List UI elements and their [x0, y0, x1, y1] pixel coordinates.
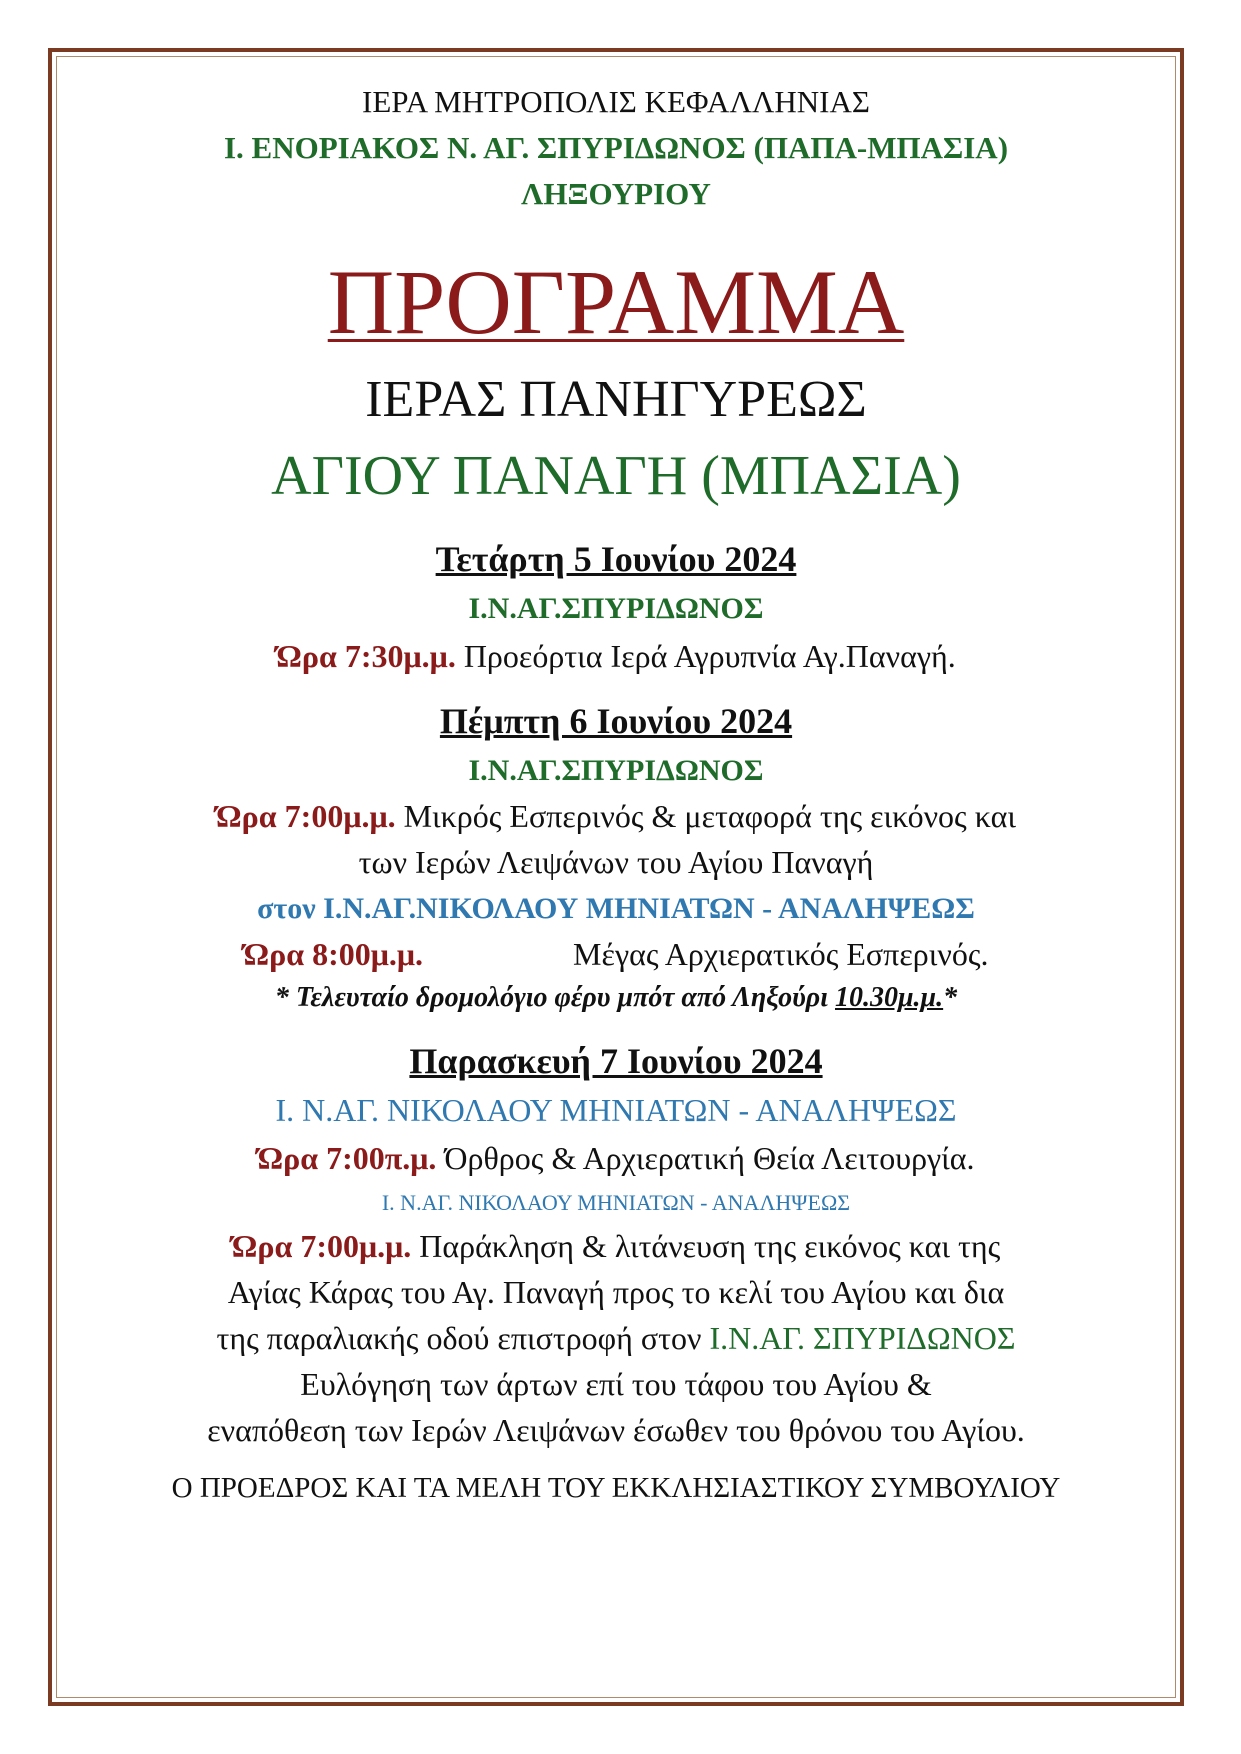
day2-event1-b: των Ιερών Λειψάνων του Αγίου Παναγή — [358, 844, 874, 880]
day3-time2: Ώρα 7:00μ.μ. — [231, 1228, 412, 1264]
day2-church: Ι.Ν.ΑΓ.ΣΠΥΡΙΔΩΝΟΣ — [468, 754, 764, 787]
ferry-note-a: * Τελευταίο δρομολόγιο φέρυ μπότ από Ληξούρι — [274, 982, 835, 1013]
day2-event2: Μέγας Αρχιερατικός Εσπερινός. — [573, 936, 989, 972]
day3-event1-row — [58, 1140, 1174, 1177]
council-signature: Ο ΠΡΟΕΔΡΟΣ ΚΑΙ ΤΑ ΜΕΛΗ ΤΟΥ ΕΚΚΛΗΣΙΑΣΤΙΚΟΥ ΣΥΜΒΟΥΛΙΟΥ — [171, 1472, 1061, 1504]
day3-church: Ι. Ν.ΑΓ. ΝΙΚΟΛΑΟΥ ΜΗΝΙΑΤΩΝ - ΑΝΑΛΗΨΕΩΣ — [275, 1092, 957, 1128]
program-title — [58, 252, 1174, 353]
program-title-text: ΠΡΟΓΡΑΜΜΑ — [327, 251, 905, 353]
day3-event2-a: Παράκληση & λιτάνευση της εικόνος και της — [411, 1228, 1001, 1264]
day3-event2-c: της παραλιακής οδού επιστροφή στον — [216, 1320, 710, 1356]
day2-church2: στον Ι.Ν.ΑΓ.ΝΙΚΟΛΑΟΥ ΜΗΝΙΑΤΩΝ - ΑΝΑΛΗΨΕΩΣ — [257, 892, 975, 925]
festival-subtitle: ΙΕΡΑΣ ΠΑΝΗΓΥΡΕΩΣ — [365, 371, 867, 428]
ferry-note — [58, 982, 1174, 1014]
day2-event1-a: Μικρός Εσπερινός & μεταφορά της εικόνος και — [395, 798, 1016, 834]
ferry-note-b: * — [943, 982, 958, 1013]
day3-date-text: Παρασκευή 7 Ιουνίου 2024 — [409, 1041, 823, 1081]
day3-event2-row — [58, 1228, 1174, 1265]
day3-date — [58, 1040, 1174, 1082]
metropolis-heading: ΙΕΡΑ ΜΗΤΡΟΠΟΛΙΣ ΚΕΦΑΛΛΗΝΙΑΣ — [362, 84, 870, 119]
day3-event2-c-church: Ι.Ν.ΑΓ. ΣΠΥΡΙΔΩΝΟΣ — [709, 1320, 1016, 1356]
day1-event-row — [58, 638, 1174, 675]
day2-time2: Ώρα 8:00μ.μ. — [243, 936, 424, 972]
day3-event2-d: Ευλόγηση των άρτων επί του τάφου του Αγίου & — [300, 1366, 932, 1402]
day3-event1: Όρθρος & Αρχιερατική Θεία Λειτουργία. — [436, 1140, 975, 1176]
day2-date — [58, 700, 1174, 742]
day3-event2-e: εναπόθεση των Ιερών Λειψάνων έσωθεν του θρόνου του Αγίου. — [207, 1412, 1025, 1448]
day1-date-text: Τετάρτη 5 Ιουνίου 2024 — [435, 539, 797, 579]
day2-time1: Ώρα 7:00μ.μ. — [216, 798, 396, 834]
ferry-note-time: 10.30μ.μ. — [834, 982, 944, 1013]
day3-church-small: Ι. Ν.ΑΓ. ΝΙΚΟΛΑΟΥ ΜΗΝΙΑΤΩΝ - ΑΝΑΛΗΨΕΩΣ — [381, 1190, 851, 1215]
parish-heading: Ι. ΕΝΟΡΙΑΚΟΣ Ν. ΑΓ. ΣΠΥΡΙΔΩΝΟΣ (ΠΑΠΑ-ΜΠΑΣΙΑ) — [223, 130, 1009, 165]
day3-event2-b: Αγίας Κάρας του Αγ. Παναγή προς το κελί του Αγίου και δια — [227, 1274, 1005, 1310]
day1-event: Προεόρτια Ιερά Αγρυπνία Αγ.Παναγή. — [455, 638, 956, 674]
saint-title: ΑΓΙΟΥ ΠΑΝΑΓΗ (ΜΠΑΣΙΑ) — [271, 445, 961, 507]
day1-date — [58, 538, 1174, 580]
day3-time1: Ώρα 7:00π.μ. — [257, 1140, 437, 1176]
day2-date-text: Πέμπτη 6 Ιουνίου 2024 — [439, 701, 793, 741]
day1-time: Ώρα 7:30μ.μ. — [276, 638, 456, 674]
town-heading: ΛΗΞΟΥΡΙΟΥ — [521, 176, 711, 211]
day2-event2-row — [58, 936, 1174, 973]
day3-event2-c-row — [58, 1320, 1174, 1357]
day2-event1-row — [58, 798, 1174, 835]
day1-church: Ι.Ν.ΑΓ.ΣΠΥΡΙΔΩΝΟΣ — [468, 592, 764, 625]
